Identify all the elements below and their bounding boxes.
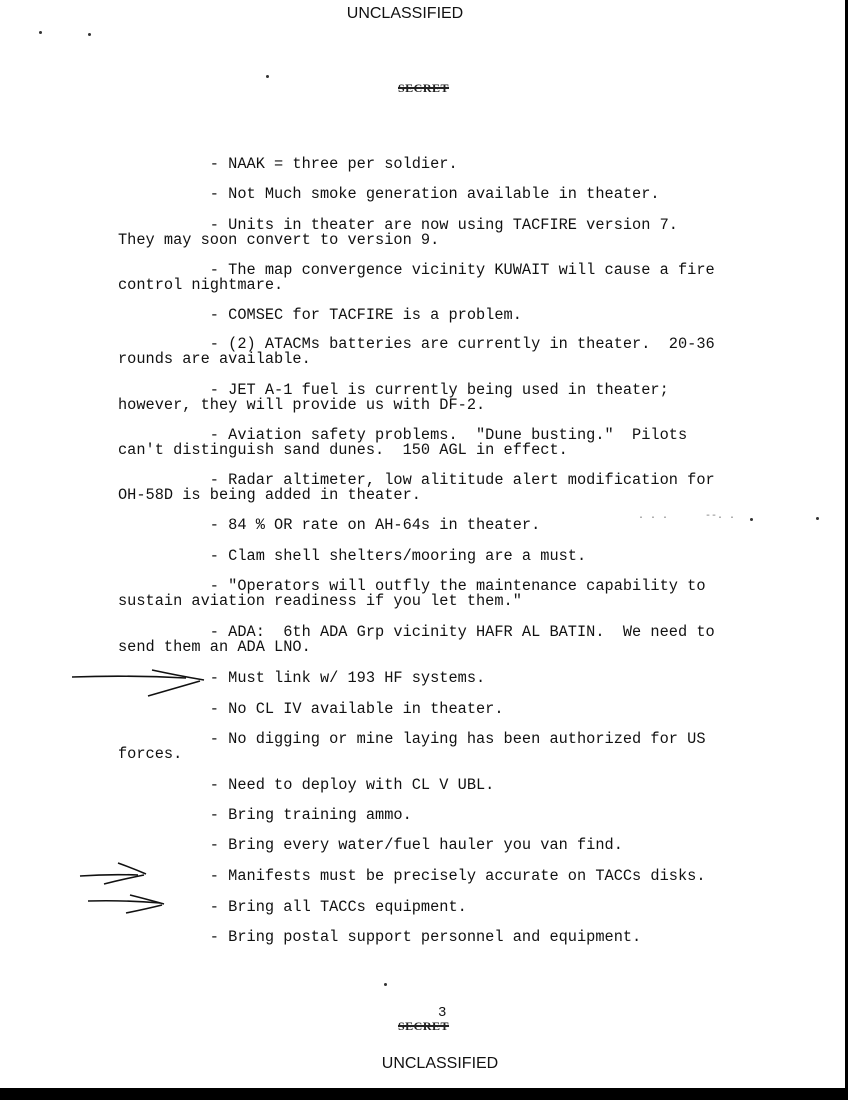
bullet-or-rate: - 84 % OR rate on AH-64s in theater. bbox=[118, 516, 541, 534]
scan-border-bottom bbox=[0, 1088, 848, 1100]
page-number: 3 bbox=[438, 1005, 447, 1021]
scan-speck bbox=[39, 31, 42, 34]
classification-footer: UNCLASSIFIED bbox=[381, 1055, 499, 1072]
bullet-tacfire-version: - Units in theater are now using TACFIRE version 7. They may soon convert to version 9. bbox=[118, 216, 678, 249]
bullet-water-fuel: - Bring every water/fuel hauler you van find. bbox=[118, 836, 623, 854]
scan-speck bbox=[384, 983, 387, 986]
bullet-taccs-equipment: - Bring all TACCs equipment. bbox=[118, 898, 467, 916]
scan-speck bbox=[266, 75, 269, 78]
bullet-cl-iv: - No CL IV available in theater. bbox=[118, 700, 504, 718]
scan-speck bbox=[88, 33, 91, 36]
scan-noise: ‐‐. . bbox=[705, 511, 736, 522]
bullet-manifests: - Manifests must be precisely accurate on TACCs disks. bbox=[118, 867, 706, 885]
bullet-hf-systems: - Must link w/ 193 HF systems. bbox=[118, 669, 486, 687]
scan-noise: . . . bbox=[638, 511, 669, 522]
bullet-smoke: - Not Much smoke generation available in theater. bbox=[118, 185, 660, 203]
classification-header: UNCLASSIFIED bbox=[346, 5, 464, 22]
bullet-naak: - NAAK = three per soldier. bbox=[118, 155, 458, 173]
bullet-aviation-safety: - Aviation safety problems. "Dune busting." Pilots can't distinguish sand dunes. 150 AGL in effect. bbox=[118, 426, 688, 459]
bullet-cl-v: - Need to deploy with CL V UBL. bbox=[118, 776, 495, 794]
secret-marking-bottom: SECRET bbox=[398, 1019, 450, 1033]
bullet-atacms: - (2) ATACMs batteries are currently in theater. 20-36 rounds are available. bbox=[118, 335, 715, 368]
bullet-map-convergence: - The map convergence vicinity KUWAIT will cause a fire control nightmare. bbox=[118, 261, 715, 294]
handwritten-arrow-icon bbox=[0, 885, 220, 925]
bullet-operators-quote: - "Operators will outfly the maintenance capability to sustain aviation readiness if you let them." bbox=[118, 577, 706, 610]
handwritten-arrow-icon bbox=[0, 662, 220, 702]
bullet-comsec: - COMSEC for TACFIRE is a problem. bbox=[118, 306, 522, 324]
bullet-clam-shell: - Clam shell shelters/mooring are a must. bbox=[118, 547, 587, 565]
bullet-digging: - No digging or mine laying has been authorized for US forces. bbox=[118, 730, 706, 763]
bullet-jet-fuel: - JET A-1 fuel is currently being used in theater; however, they will provide us with DF-2. bbox=[118, 381, 669, 414]
bullet-training-ammo: - Bring training ammo. bbox=[118, 806, 412, 824]
bullet-ada: - ADA: 6th ADA Grp vicinity HAFR AL BATIN. We need to send them an ADA LNO. bbox=[118, 623, 715, 656]
bullet-postal: - Bring postal support personnel and equipment. bbox=[118, 928, 642, 946]
bullet-radar-altimeter: - Radar altimeter, low alititude alert modification for OH-58D is being added in theater. bbox=[118, 471, 715, 504]
scan-speck bbox=[816, 517, 819, 520]
secret-marking-top: SECRET bbox=[398, 81, 450, 95]
